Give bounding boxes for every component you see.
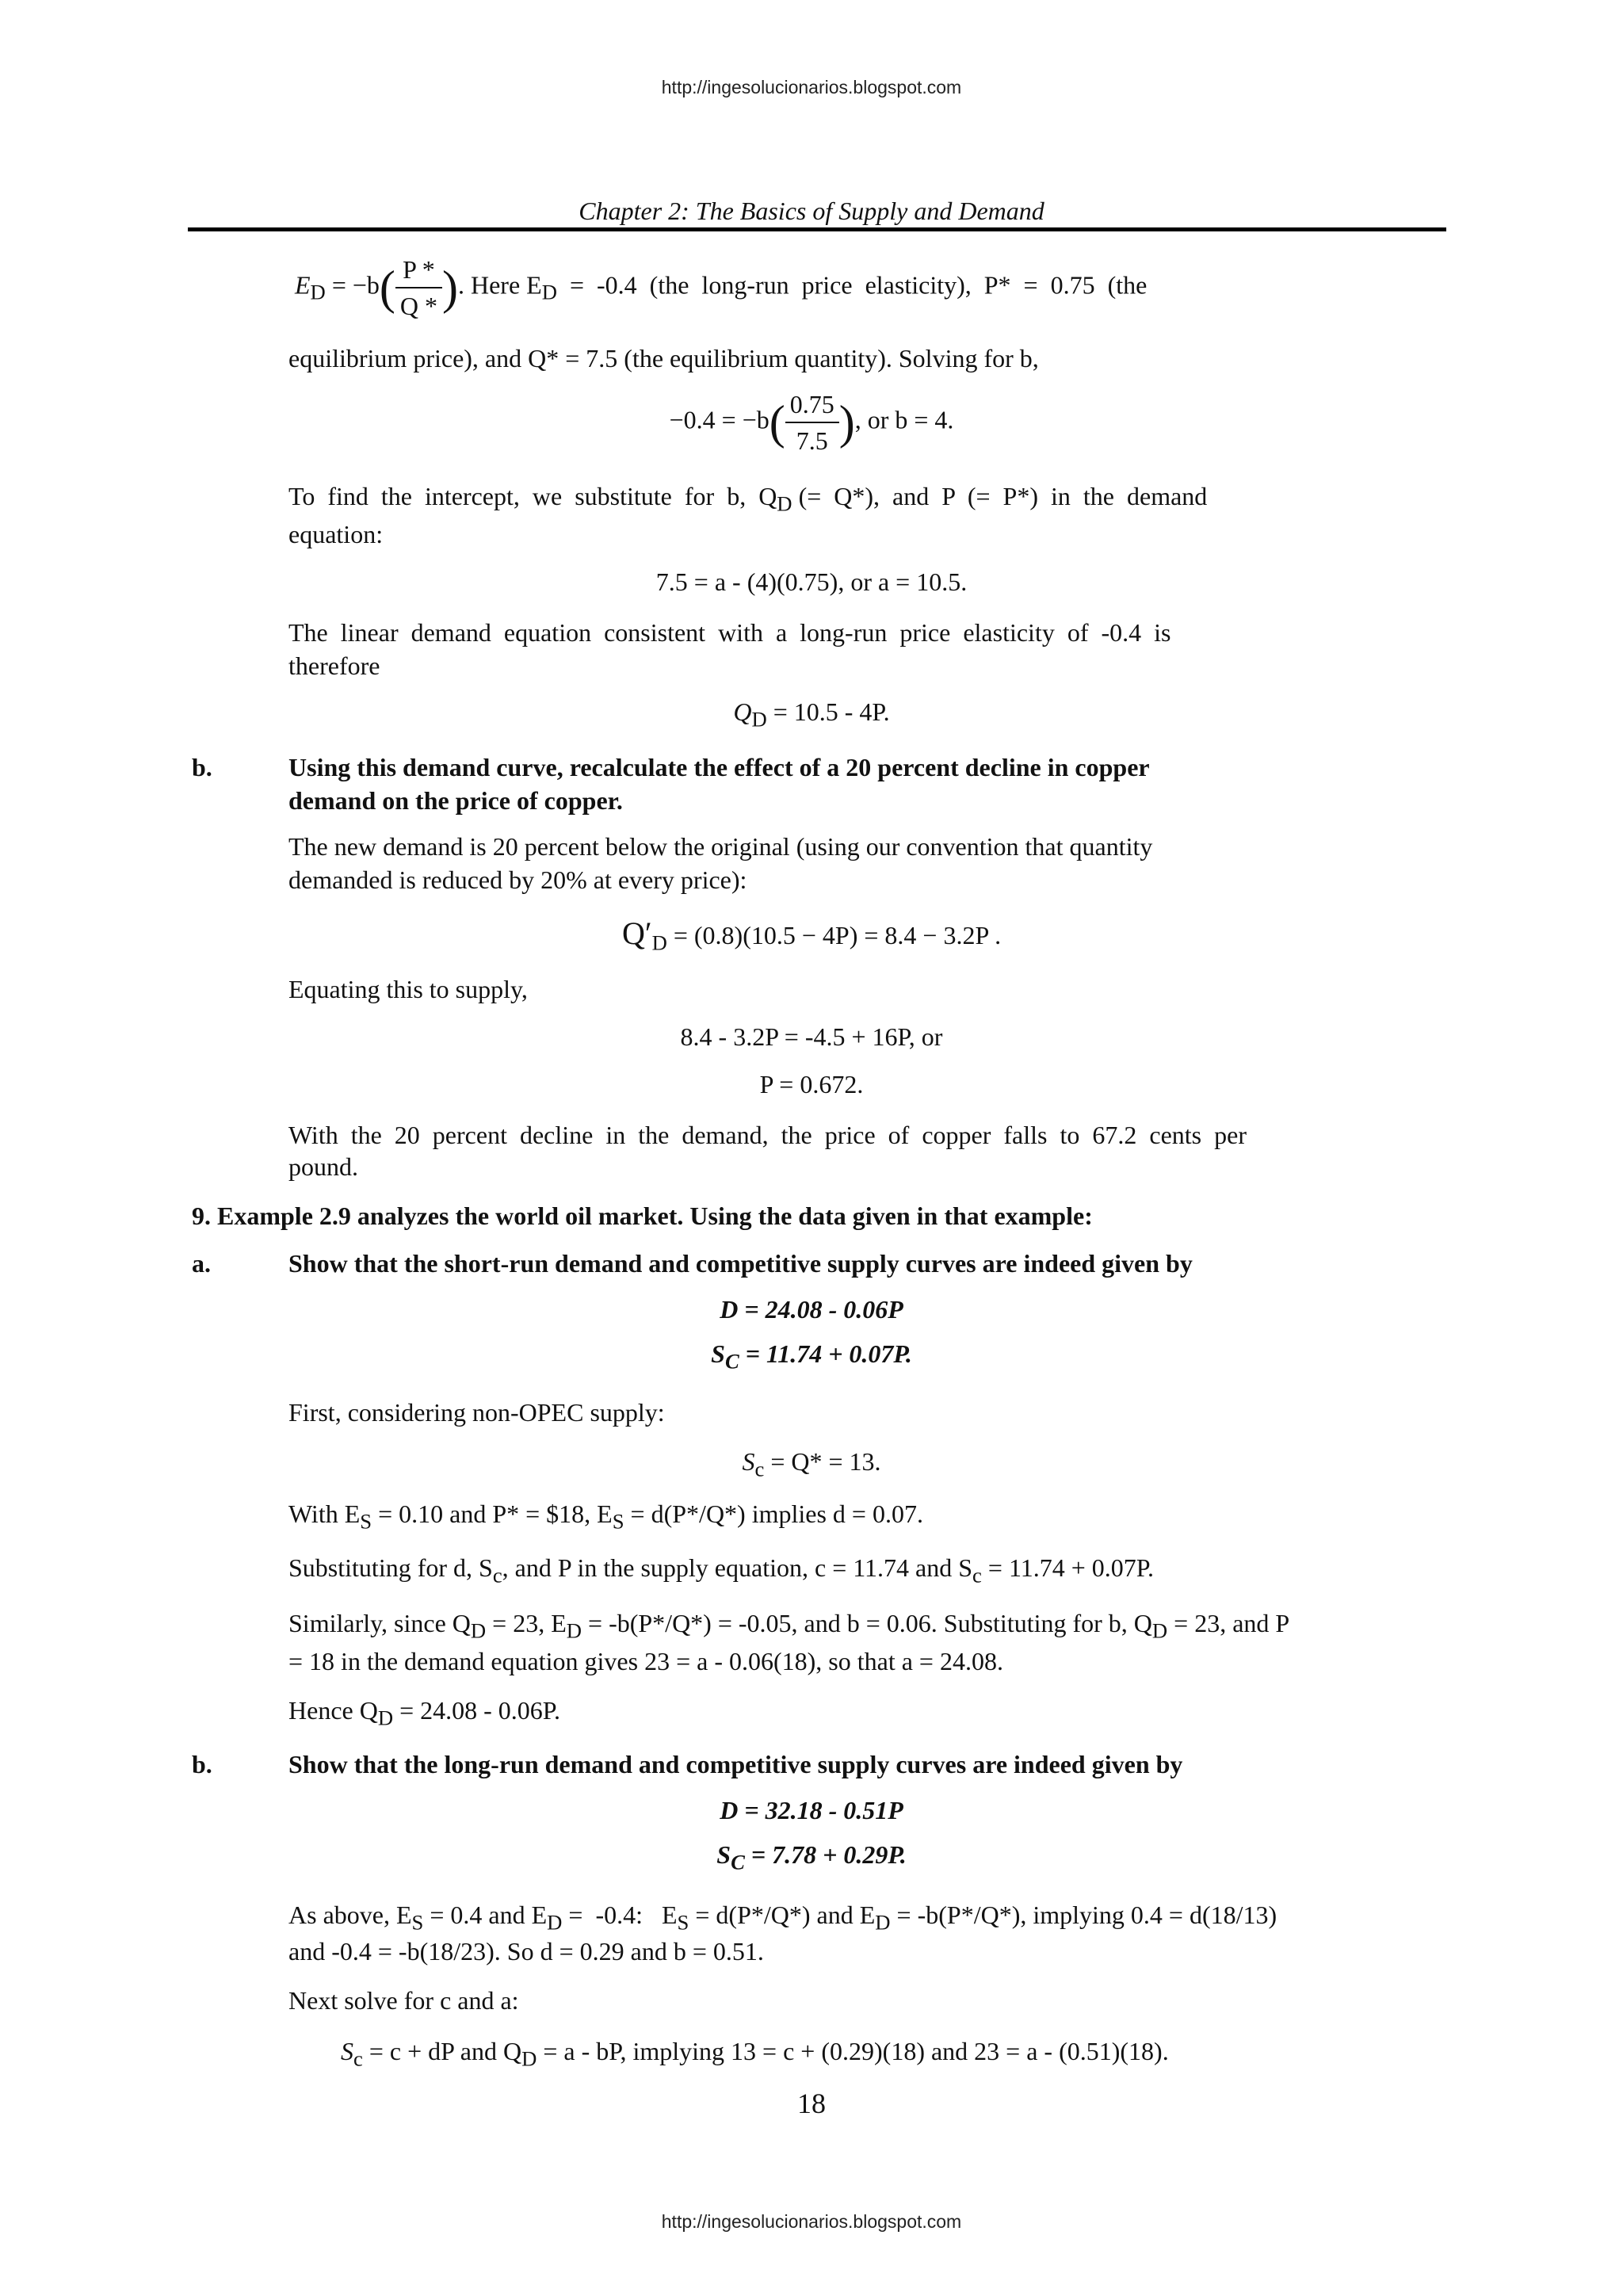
eq1-lhs: E <box>295 270 311 300</box>
solve-b-equation: −0.4 = −b( $\frac{0.75}{7.5}$ ), or b = 4. <box>0 387 1623 458</box>
eq1-tail: . Here E <box>457 270 542 300</box>
part-a-label: a. <box>192 1249 211 1278</box>
source-url-top: http://ingesolucionarios.blogspot.com <box>661 77 962 97</box>
intercept-equation: 7.5 = a - (4)(0.75), or a = 10.5. <box>655 567 968 596</box>
conclusion-line1: With the 20 percent decline in the demand, the price of copper falls to 67.2 cents per <box>288 1121 1247 1149</box>
intercept-paragraph-line2: equation: <box>288 520 384 548</box>
eq2-lhs: −0.4 = −b <box>669 405 769 434</box>
linear-demand-paragraph: The linear demand equation consistent with a long-run price elasticity of -0.4 is <box>288 618 1171 647</box>
eq2-tail: , or b = 4. <box>854 405 954 434</box>
page-number: 18 <box>797 2088 826 2119</box>
source-url-bottom: http://ingesolucionarios.blogspot.com <box>661 2211 962 2232</box>
long-run-demand: D = 32.18 - 0.51P <box>720 1796 903 1824</box>
eq2-num: 0.75 <box>785 387 839 423</box>
non-opec-line: First, considering non-OPEC supply: <box>288 1398 665 1427</box>
es-line: With $E_S = 0.10$ and P* = $18, $E_S = d(P*/Q*)$ implies d = 0.07. <box>288 1499 923 1534</box>
hence-line: Hence $Q_D = 24.08 - 0.06P$. <box>288 1696 561 1730</box>
new-demand-equation: $Q'_D = (0.8)(10.5 - 4P) = 8.4 - 3.2P$ . <box>621 915 1002 955</box>
demand-equation: $Q_D = 10.5 - 4P$. <box>733 697 890 732</box>
substituting-line: Substituting for d, $S_c$, and P in the supply equation, c = 11.74 and $S_c = 11.74 + 0.07P$. <box>288 1553 1155 1587</box>
linear-demand-paragraph-line2: therefore <box>288 651 380 680</box>
eq2-den: 7.5 <box>796 426 828 455</box>
eq1-fraction <box>395 252 442 323</box>
final-equations: $S_c = c$ + dP and $Q_D = a$ - bP, implying 13 = c + (0.29)(18) and 23 = a - (0.51)(18). <box>341 2037 1169 2071</box>
chapter-header: Chapter 2: The Basics of Supply and Demand <box>579 197 1044 225</box>
intercept-paragraph: To find the intercept, we substitute for b, $Q_D$ (= Q*), and P (= P*) in the demand <box>288 482 1208 516</box>
part-b9-label: b. <box>192 1750 212 1778</box>
equilibrium-line: equilibrium price), and Q* = 7.5 (the equilibrium quantity). Solving for b, <box>288 344 1039 372</box>
equating-line: Equating this to supply, <box>288 975 528 1003</box>
as-above-line2: and -0.4 = -b(18/23). So d = 0.29 and b = 0.51. <box>288 1937 764 1966</box>
similarly-line1: Similarly, since $Q_D = 23$, $E_D = -b(P*/Q*) = -0.05$, and b = 0.06. Substituting for b, $Q_D = 23$, and P <box>288 1609 1290 1643</box>
eq1-den: Q * <box>399 292 437 320</box>
eq1-lhs-sub: D <box>310 280 326 304</box>
as-above-line1: As above, $E_S = 0.4$ and $E_D = -0.4$: $E_S = d(P*/Q*)$ and $E_D = -b(P*/Q*)$, implying 0.4 = d(18/13) <box>288 1901 1277 1935</box>
part-a-question: Show that the short-run demand and competitive supply curves are indeed given by <box>288 1249 1193 1278</box>
eq1-num: P * <box>395 252 442 288</box>
part-b-question-line1: Using this demand curve, recalculate the effect of a 20 percent decline in copper <box>288 753 1150 781</box>
sc-equation: $S_c = Q* = 13$. <box>742 1447 881 1481</box>
elasticity-equation-line: $E_D = -b$( $\frac{P *}{Q *}$ ). Here $E_D = -0.4$ (the long-run price elasticity), P* = 0.75 (the <box>295 252 1452 323</box>
price-result: P = 0.672. <box>759 1070 864 1098</box>
new-demand-paragraph-line1: The new demand is 20 percent below the original (using our convention that quantity <box>288 832 1153 861</box>
header-rule <box>188 227 1446 231</box>
conclusion-line2: pound. <box>288 1152 358 1181</box>
short-run-supply: $S_C = 11.74 + 0.07P$. <box>711 1339 912 1373</box>
eq1-mid: = −b <box>325 270 380 300</box>
part-b-question-line2: demand on the price of copper. <box>288 786 623 815</box>
similarly-line2: = 18 in the demand equation gives 23 = a - 0.06(18), so that a = 24.08. <box>288 1647 1003 1675</box>
eq1-tail2: = -0.4 (the long-run price elasticity), P* = 0.75 (the <box>556 270 1148 300</box>
eq2-fraction <box>785 387 839 458</box>
part-b9-question: Show that the long-run demand and competitive supply curves are indeed given by <box>288 1750 1183 1778</box>
part-b-label: b. <box>192 753 212 781</box>
next-solve-line: Next solve for c and a: <box>288 1986 519 2015</box>
question-9: 9. Example 2.9 analyzes the world oil market. Using the data given in that example: <box>192 1201 1093 1230</box>
long-run-supply: $S_C = 7.78 + 0.29P$. <box>716 1840 907 1874</box>
eq1-tail-sub: D <box>541 280 557 304</box>
supply-equation: 8.4 - 3.2P = -4.5 + 16P, or <box>680 1022 943 1051</box>
new-demand-paragraph-line2: demanded is reduced by 20% at every price): <box>288 865 747 894</box>
short-run-demand: D = 24.08 - 0.06P <box>720 1295 903 1324</box>
